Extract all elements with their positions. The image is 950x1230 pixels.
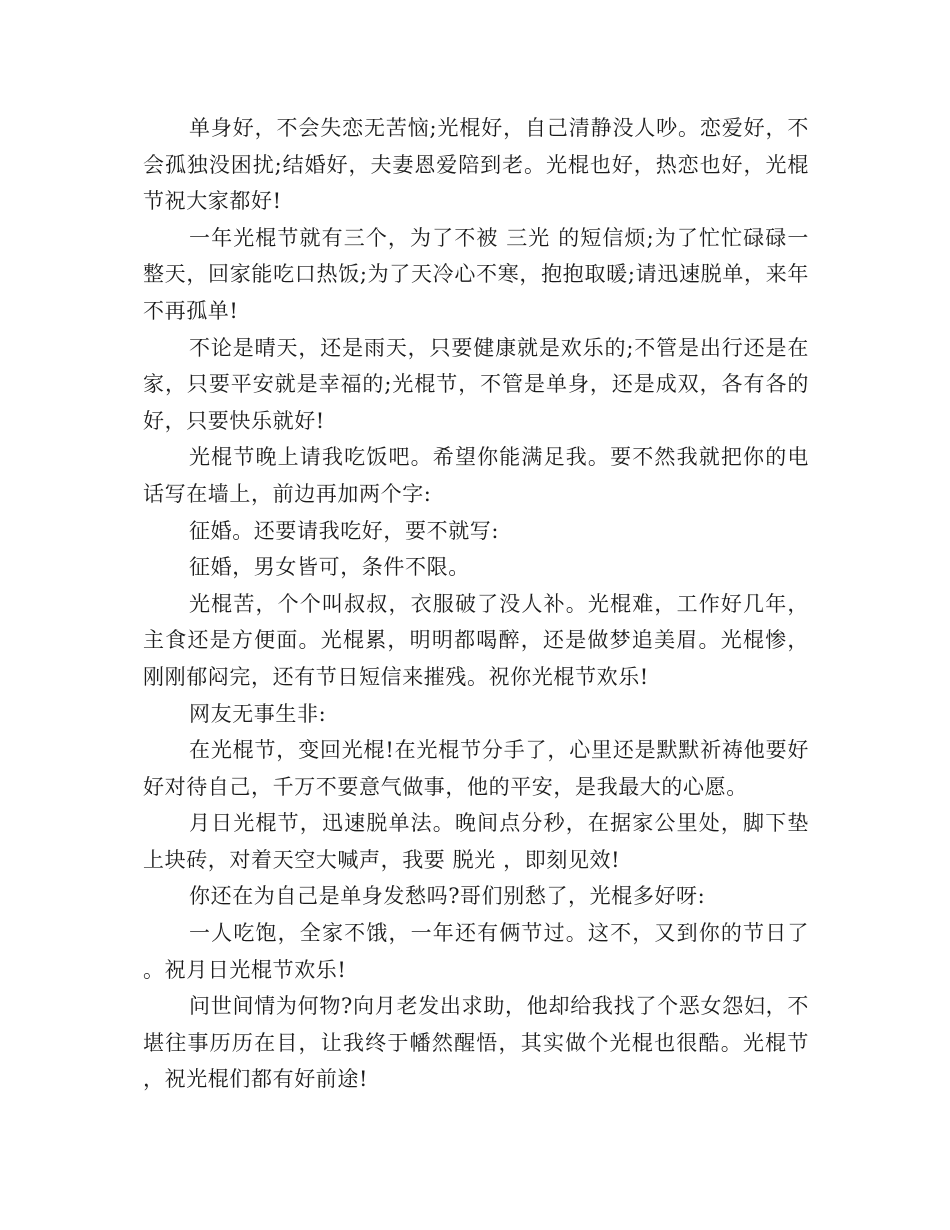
paragraph: 征婚，男女皆可，条件不限。 [189, 555, 470, 580]
paragraph: 征婚。还要请我吃好，要不就写: [189, 518, 500, 543]
document-body [143, 110, 809, 1098]
paragraph: 网友无事生非: [189, 701, 327, 726]
paragraph: 一人吃饱，全家不饿，一年还有俩节过。这不，又到你的节日了。祝月日光棍节欢乐! [143, 921, 809, 982]
paragraph: 问世间情为何物?向月老发出求助，他却给我找了个恶女怨妇，不堪往事历历在目，让我终于幡然醒悟，其实做个光棍也很酷。光棍节，祝光棍们都有好前途! [143, 994, 809, 1092]
paragraph: 单身好，不会失恋无苦恼;光棍好，自己清静没人吵。恋爱好，不会孤独没困扰;结婚好，夫妻恩爱陪到老。光棍也好，热恋也好，光棍节祝大家都好! [143, 116, 809, 214]
paragraph: 月日光棍节，迅速脱单法。晚间点分秒，在据家公里处，脚下垫上块砖，对着天空大喊声，我要 脱光 ，即刻见效! [143, 811, 809, 872]
paragraph: 不论是晴天，还是雨天，只要健康就是欢乐的;不管是出行还是在家，只要平安就是幸福的;光棍节，不管是单身，还是成双，各有各的好，只要快乐就好! [143, 335, 809, 433]
paragraph: 光棍苦，个个叫叔叔，衣服破了没人补。光棍难，工作好几年，主食还是方便面。光棍累，明明都喝醉，还是做梦追美眉。光棍惨，刚刚郁闷完，还有节日短信来摧残。祝你光棍节欢乐! [143, 591, 809, 689]
paragraph: 光棍节晚上请我吃饭吧。希望你能满足我。要不然我就把你的电话写在墙上，前边再加两个字: [143, 445, 809, 506]
paragraph: 一年光棍节就有三个，为了不被 三光 的短信烦;为了忙忙碌碌一整天，回家能吃口热饭;为了天冷心不寒，抱抱取暖;请迅速脱单，来年不再孤单! [143, 225, 809, 323]
paragraph: 在光棍节，变回光棍!在光棍节分手了，心里还是默默祈祷他要好好对待自己，千万不要意气做事，他的平安，是我最大的心愿。 [143, 738, 809, 799]
paragraph: 你还在为自己是单身发愁吗?哥们别愁了，光棍多好呀: [189, 884, 706, 909]
